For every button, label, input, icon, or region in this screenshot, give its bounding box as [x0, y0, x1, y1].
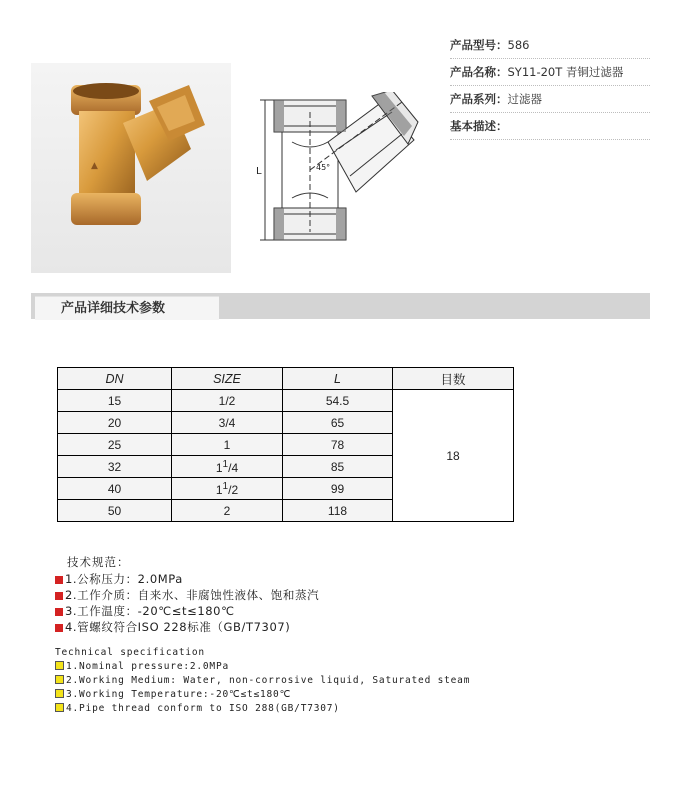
- cell-l: 99: [283, 478, 393, 500]
- info-row-series: [450, 86, 650, 113]
- header-dn: DN: [58, 368, 172, 390]
- note-text: 2.Working Medium: Water, non-corrosive liquid, Saturated steam: [66, 675, 471, 686]
- technical-drawing: [252, 92, 427, 254]
- notes-cn-title: 技术规范：: [67, 555, 130, 569]
- header-mesh: 目数: [393, 368, 514, 390]
- info-value: 过滤器: [507, 92, 542, 106]
- cell-size: [172, 478, 283, 500]
- header-l: L: [283, 368, 393, 390]
- section-header: [31, 293, 650, 319]
- cell-l: 78: [283, 434, 393, 456]
- note-item: [55, 660, 470, 674]
- cell-size: 3/4: [172, 412, 283, 434]
- red-square-bullet-icon: [55, 624, 63, 632]
- product-info: [450, 32, 650, 140]
- note-item: [55, 619, 319, 635]
- cell-size: 1/2: [172, 390, 283, 412]
- cell-size: 2: [172, 500, 283, 522]
- info-label: 产品名称：: [450, 65, 508, 79]
- yellow-square-bullet-icon: [55, 689, 64, 698]
- cell-l: 118: [283, 500, 393, 522]
- length-mark: L: [256, 166, 262, 177]
- cell-size: [172, 456, 283, 478]
- note-item: [55, 688, 470, 702]
- parameter-table: [57, 367, 514, 522]
- note-text: 2.工作介质：自来水、非腐蚀性液体、饱和蒸汽: [65, 588, 320, 602]
- size-numerator: 1: [222, 480, 229, 492]
- yellow-square-bullet-icon: [55, 675, 64, 684]
- size-denominator: /4: [228, 460, 239, 475]
- header-size: SIZE: [172, 368, 283, 390]
- cell-size: 1: [172, 434, 283, 456]
- note-text: 4.管螺纹符合ISO 228标准（GB/T7307): [65, 620, 291, 634]
- table-row: [58, 390, 514, 412]
- info-label: 基本描述：: [450, 119, 508, 133]
- yellow-square-bullet-icon: [55, 703, 64, 712]
- note-item: [55, 702, 470, 716]
- size-whole: 1: [215, 460, 223, 475]
- note-item: [55, 571, 319, 587]
- notes-chinese: [55, 554, 319, 635]
- section-tab: [35, 296, 219, 320]
- yellow-square-bullet-icon: [55, 661, 64, 670]
- note-item: [55, 674, 470, 688]
- cell-mesh: 18: [393, 390, 514, 522]
- cell-dn: 20: [58, 412, 172, 434]
- info-label: 产品型号：: [450, 38, 508, 52]
- cell-dn: 40: [58, 478, 172, 500]
- size-denominator: /2: [228, 482, 239, 497]
- info-value: 586: [507, 38, 530, 52]
- info-row-description: [450, 113, 650, 140]
- cell-dn: 15: [58, 390, 172, 412]
- cell-l: 65: [283, 412, 393, 434]
- red-square-bullet-icon: [55, 608, 63, 616]
- cell-l: 85: [283, 456, 393, 478]
- info-row-name: [450, 59, 650, 86]
- note-text: 4.Pipe thread conform to ISO 288(GB/T7307): [66, 703, 340, 714]
- info-row-model: [450, 32, 650, 59]
- angle-mark: 45°: [316, 163, 331, 172]
- section-title: 产品详细技术参数: [61, 301, 166, 316]
- note-text: 3.工作温度：-20℃≤t≤180℃: [65, 604, 235, 618]
- cell-dn: 50: [58, 500, 172, 522]
- note-item: [55, 587, 319, 603]
- svg-text:▲: ▲: [91, 161, 98, 171]
- info-label: 产品系列：: [450, 92, 508, 106]
- info-value: SY11-20T 青铜过滤器: [507, 65, 624, 79]
- note-item: [55, 603, 319, 619]
- cell-dn: 25: [58, 434, 172, 456]
- notes-english: [55, 646, 470, 716]
- cell-l: 54.5: [283, 390, 393, 412]
- note-text: 3.Working Temperature:-20℃≤t≤180℃: [66, 689, 292, 700]
- cell-dn: 32: [58, 456, 172, 478]
- product-photo: [31, 63, 231, 273]
- size-whole: 1: [215, 482, 223, 497]
- size-numerator: 1: [222, 458, 229, 470]
- table-header-row: [58, 368, 514, 390]
- red-square-bullet-icon: [55, 592, 63, 600]
- note-text: 1.公称压力：2.0MPa: [65, 572, 183, 586]
- bronze-y-strainer-image: [31, 63, 231, 273]
- notes-en-title: Technical specification: [55, 647, 205, 658]
- red-square-bullet-icon: [55, 576, 63, 584]
- note-text: 1.Nominal pressure:2.0MPa: [66, 661, 229, 672]
